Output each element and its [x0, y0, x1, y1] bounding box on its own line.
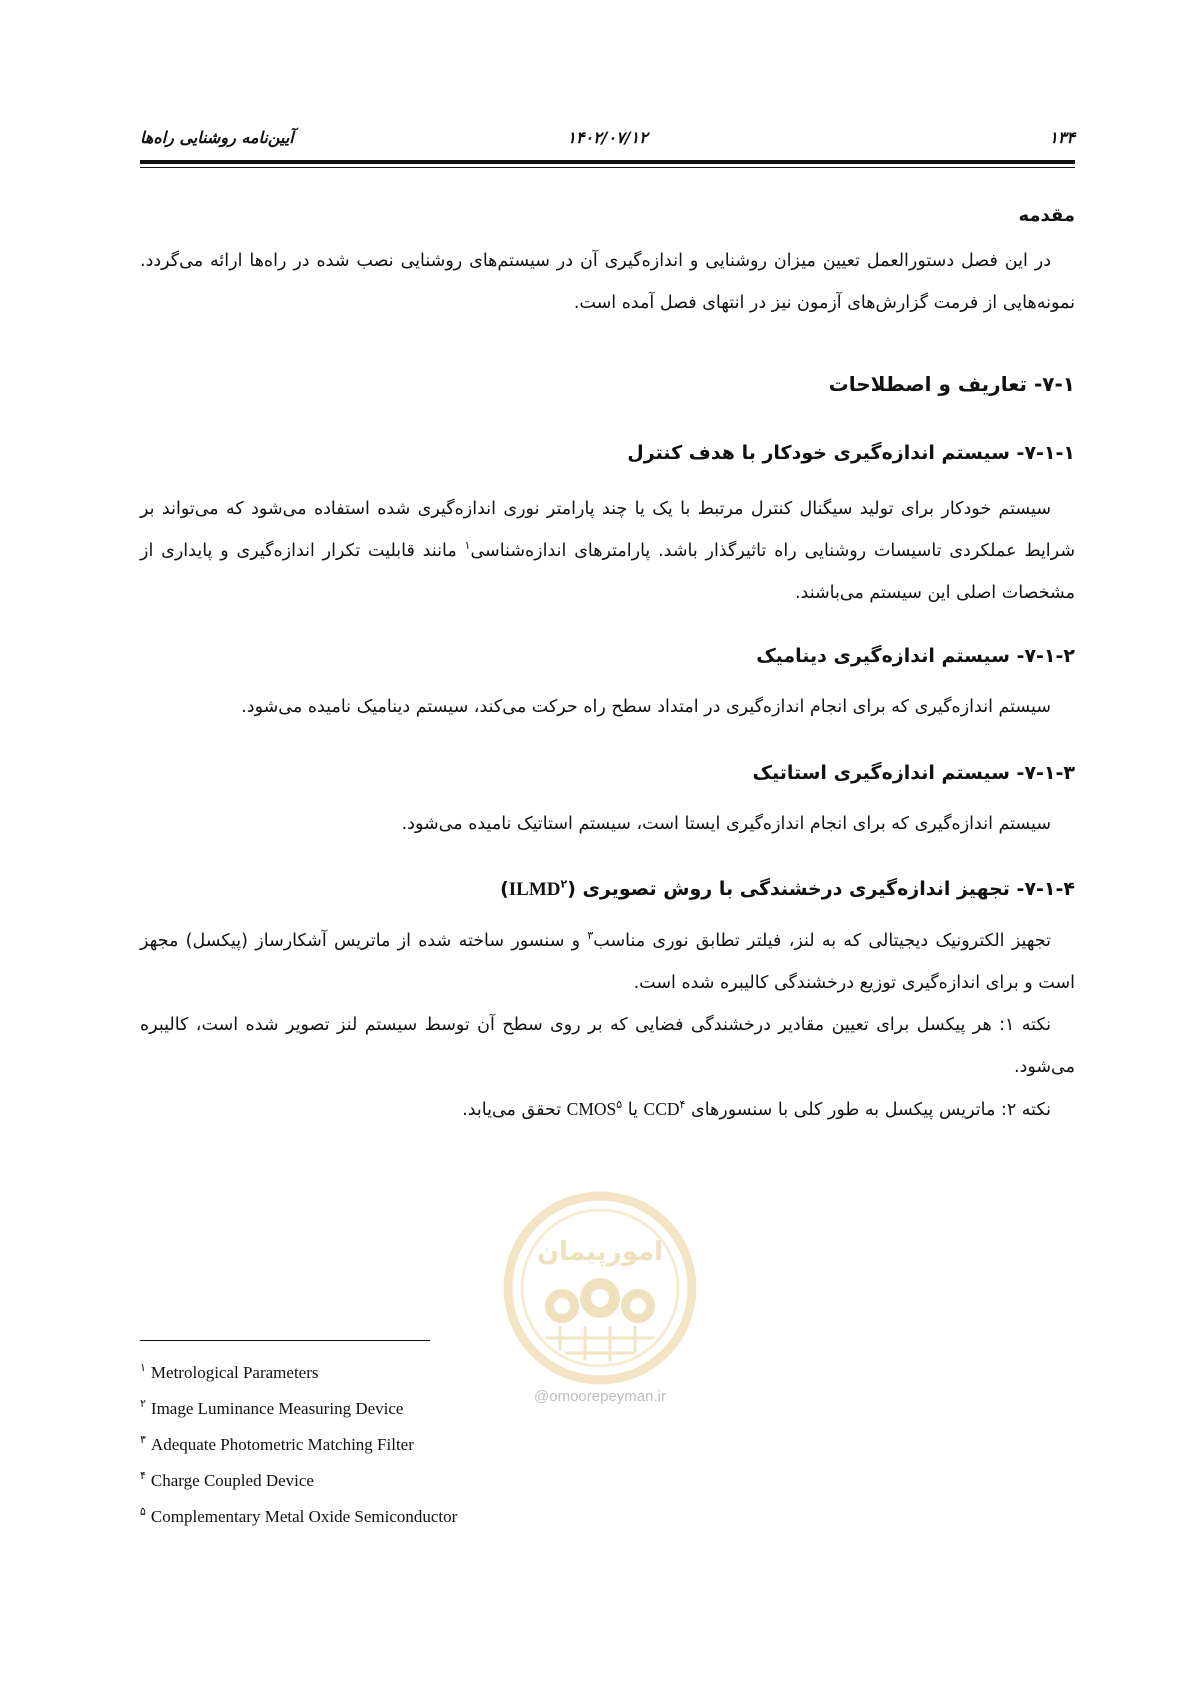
- header-rule-thin: [140, 167, 1075, 168]
- footnote-5: [140, 1499, 740, 1535]
- footnote-ref-3[interactable]: ۳: [587, 929, 594, 943]
- header-title: آیین‌نامه روشنایی راه‌ها: [140, 128, 294, 147]
- s711-text-b: مانند قابلیت تکرار اندازه‌گیری و پایداری از مشخصات اصلی این سیستم می‌باشند.: [140, 541, 1075, 603]
- section-heading-7-1-3: ۷-۱-۳- سیستم اندازه‌گیری استاتیک: [752, 762, 1075, 784]
- section-heading-7-1: ۷-۱- تعاریف و اصطلاحات: [828, 372, 1075, 396]
- footnote-4: [140, 1463, 740, 1499]
- note-2-text-a: نکته ۲: ماتریس پیکسل به طور کلی با سنسورهای: [685, 1100, 1051, 1120]
- footnote-3: [140, 1427, 740, 1463]
- note-2-or: یا: [622, 1100, 644, 1120]
- header-date: ۱۴۰۲/۰۷/۱۲: [567, 128, 648, 147]
- note-2-text-b: تحقق می‌یابد.: [462, 1100, 567, 1120]
- footnote-ref-1[interactable]: ۱: [464, 539, 471, 553]
- section-body-7-1-1: [140, 488, 1075, 614]
- section-body-7-1-4: [140, 920, 1075, 1131]
- note-1: نکته ۱: هر پیکسل برای تعیین مقادیر درخشندگی فضایی که بر روی سطح آن توسط سیستم لنز تصویر شده است، کالیبره می‌شود.: [140, 1015, 1075, 1077]
- footnote-text: Complementary Metal Oxide Semiconductor: [150, 1507, 458, 1526]
- footnote-text: Charge Coupled Device: [150, 1471, 314, 1490]
- s711-text-a: سیستم خودکار برای تولید سیگنال کنترل مرتبط با یک یا چند پارامتر نوری اندازه‌گیری شده استفاده می‌شود که می‌تواند بر شرایط عملکردی تاسیسات روشنایی راه تاثیرگذار باشد. پارامترهای اندازه‌شناسی: [140, 499, 1075, 561]
- s714-text-b: و سنسور ساخته شده از ماتریس آشکارساز (پیکسل) مجهز است و برای اندازه‌گیری توزیع درخشندگی کالیبره شده است.: [140, 931, 1075, 993]
- watermark-logo-text: امورپیمان: [536, 1237, 664, 1267]
- footnote-1: [140, 1355, 740, 1391]
- intro-paragraph: [140, 240, 1075, 324]
- footnotes: [140, 1355, 740, 1535]
- footnote-text: Adequate Photometric Matching Filter: [150, 1435, 414, 1454]
- section-body-7-1-2: [140, 686, 1075, 728]
- footnote-number: ۳: [140, 1434, 146, 1447]
- note-2-cmos: CMOS: [566, 1099, 617, 1119]
- header-rule-thick: [140, 160, 1075, 164]
- footnote-number: ۱: [140, 1362, 146, 1375]
- s713-text: سیستم اندازه‌گیری که برای انجام اندازه‌گیری ایستا است، سیستم استاتیک نامیده می‌شود.: [401, 814, 1051, 834]
- footnote-2: [140, 1391, 740, 1427]
- footnote-separator: [140, 1340, 430, 1341]
- intro-text: در این فصل دستورالعمل تعیین میزان روشنایی و اندازه‌گیری آن در سیستم‌های روشنایی نصب شده در راه‌ها ارائه می‌گردد. نمونه‌هایی از فرمت گزارش‌های آزمون نیز در انتهای فصل آمده است.: [140, 251, 1075, 313]
- page-header: [140, 128, 1075, 158]
- section-heading-7-1-4: [140, 878, 1089, 901]
- footnote-ref-2[interactable]: ۲: [560, 877, 568, 891]
- footnote-number: ۲: [140, 1398, 146, 1411]
- s714-heading-abbr: ILMD: [508, 879, 561, 900]
- s714-heading-b: ): [500, 878, 509, 900]
- s714-heading-a: ۷-۱-۴- تجهیز اندازه‌گیری درخشندگی با روش تصویری (: [567, 878, 1075, 900]
- intro-heading: مقدمه: [1018, 205, 1075, 226]
- note-2-ccd: CCD: [643, 1099, 680, 1119]
- footnote-number: ۴: [140, 1470, 146, 1483]
- note-2: [140, 1088, 1075, 1131]
- footnote-ref-5[interactable]: ۵: [616, 1098, 623, 1112]
- page-number: ۱۳۴: [1049, 128, 1075, 147]
- footnote-text: Metrological Parameters: [150, 1363, 319, 1382]
- section-heading-7-1-2: ۷-۱-۲- سیستم اندازه‌گیری دینامیک: [756, 645, 1075, 667]
- watermark-url: @omoorepeyman.ir: [534, 1388, 666, 1405]
- footnote-number: ۵: [140, 1506, 146, 1519]
- s712-text: سیستم اندازه‌گیری که برای انجام اندازه‌گیری در امتداد سطح راه حرکت می‌کند، سیستم دینامیک نامیده می‌شود.: [241, 697, 1051, 717]
- s714-text-a: تجهیز الکترونیک دیجیتالی که به لنز، فیلتر تطابق نوری مناسب: [593, 931, 1051, 951]
- section-heading-7-1-1: ۷-۱-۱- سیستم اندازه‌گیری خودکار با هدف کنترل: [627, 442, 1075, 464]
- footnote-ref-4[interactable]: ۴: [679, 1098, 686, 1112]
- footnote-text: Image Luminance Measuring Device: [150, 1399, 404, 1418]
- section-body-7-1-3: [140, 803, 1075, 845]
